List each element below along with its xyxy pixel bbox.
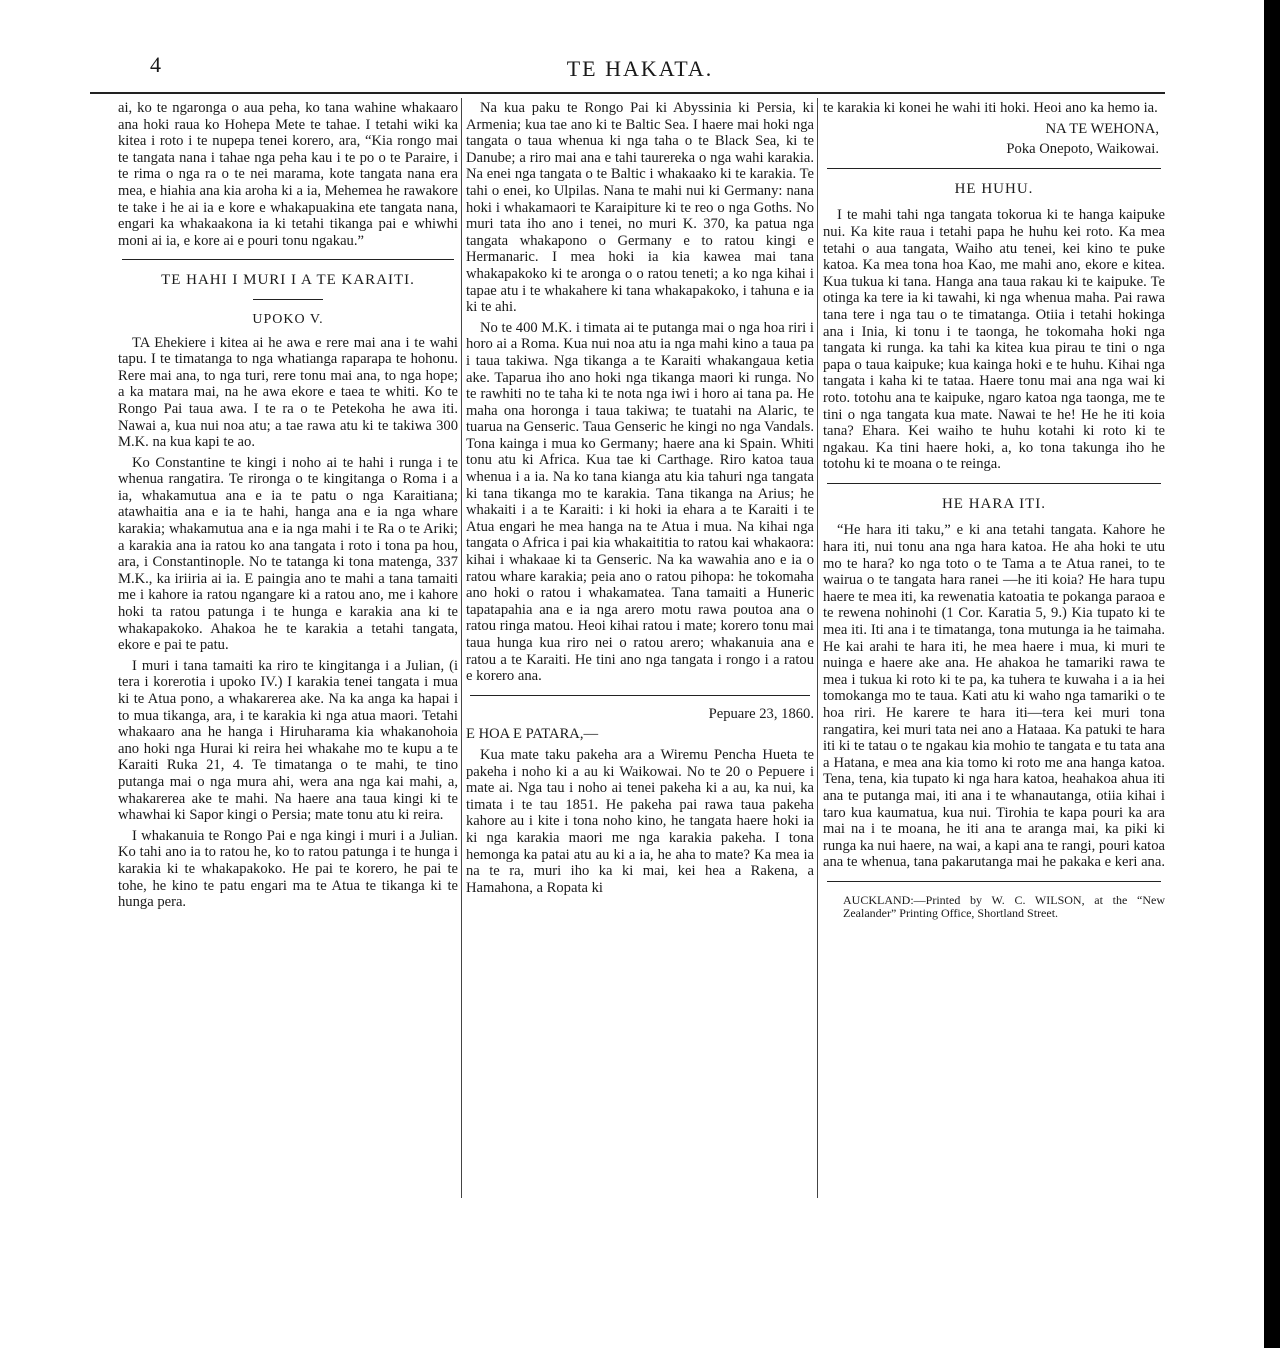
section-heading: HE HARA ITI. [941, 495, 1047, 512]
heading-rule [253, 299, 323, 300]
paragraph: I whakanuia te Rongo Pai e nga kingi i muri i a Julian. Ko tahi ano ia to ratou he, ko to ratou patunga i te hunga i karakia ki te whakapakoko. He pai te korero, he pai te tohe, he kino te patu engari ma te Atua te tikanga ki te hunga pera. [118, 827, 458, 911]
paragraph: Ko Constantine te kingi i noho ai te hahi i runga i te whenua rangatira. Te rironga o te kingitanga o Roma i a ia, whakamutua ana e ia te patu o nga Karaitiana; atawhaitia ana e ia te hahi, hanga ana e ia nga whare karakia; whakamutua ana e ia nga mahi i te Ra o te Ariki; a karakia ana ia ratou ko ana tangata i roto i tona pa hou, ara, i Constantinople. No te tatanga ki tona matenga, 337 M.K., ka iriiria ai ia. E paingia ano te mahi a tana tamaiti me i kahore ia ratou ngangare ki a ratou ano, me i kahore hoki ta ratou patunga i te hunga e karakia ana ki te whakapakoko. Ahakoa he te karakia a tetahi tangata, ekore e pai te patu. [118, 454, 458, 654]
printer-imprint: AUCKLAND:—Printed by W. C. WILSON, at the “New Zealander” Printing Office, Shortland Street. [843, 892, 1165, 920]
page-title: TE HAKATA. [566, 56, 714, 81]
continued-paragraph: ai, ko te ngaronga o aua peha, ko tana wahine whakaaro ana hoki raua ko Hohepa Mete te tahae. I tetahi wiki ka kitea i roto i te nupepa tenei korero, ara, “Kia rongo mai te tangata nana i tahae nga peha kau i te po o te Paraire, i te rima o nga ra o te nei marama, kote tangata nana era mea, e hiahia ana kia aroha ki a ia, Mehemea he rawakore te take i he ai ia e kore e whakapuakina ete tangata nana, engari ka whakaakona ia ki tetahi tikanga pai e whiwhi moni ai ia, e kore ai e pouri tonu ngakau.” [118, 100, 458, 249]
column-1 [118, 100, 458, 915]
signature-name: NA TE WEHONA, [1045, 120, 1159, 137]
scan-edge [1264, 0, 1280, 1348]
paragraph: Na kua paku te Rongo Pai ki Abyssinia ki Persia, ki Armenia; kua tae ano ki te Baltic Sea. I haere mai hoki nga tangata o taua whenua ki nga taha o te Black Sea, ki te Danube; a riro mai ana e tahi taurereka o nga wahi karakia. Na enei nga tangata o te Baltic i whakaako ki te karakia. Te tahi o enei, ko Ulpilas. Nana te mahi nui ki Germany: nana hoki i whakamaori te Karaipiture ki te reo o nga Goths. No muri tata iho ano i tenei, no muri K. 370, ka patua nga tangata whakapono o Germany e to ratou kingi e Hermanaric. I mea hoki ia kia kawea mai tana whakapakoko ki te aronga o o ratou teneti; a ko nga kihai i tapae atu i te whakahere ki tana whakapakoko, i tahuna e ia ki te ahi. [466, 100, 814, 316]
paragraph: I te mahi tahi nga tangata tokorua ki te hanga kaipuke nui. Ka kite raua i tetahi papa he huhu kei roto. Ka mea tetahi o aua tangata, Waiho atu tenei, kei kino te puke katoa. Ka mea tona hoa Kao, me mahi ano, ekore e kitea. Kua tukua ki tana. Hanga ana taua rakau ki te kaipuke. Te otinga ka tere ia ki tawahi, ki nga whenua maha. Pai rawa tana tere i nga tau o te timatanga. Otiia i tetahi hokinga ana i Inia, ki tonu i te taonga, he tokomaha hoki nga tangata ki runga. ka tahi ka kitea kua pirau te tini o nga papa o taua kaipuke; kua kainga hoki e te huhu. Kihai nga tangata i kaha ki te tataa. Haere tonu mai ana nga wai ki roto. totohu ana te kaipuke, ngaro katoa nga taonga, me te tini o nga tangata kua mate. Nawai te he! He he iti koia tana? Ehara. Kei waiho te huhu kotahi ki roto ki te ngakau. Ka tini haere hoki, a, ko tona takunga iho he totohu ki te moana o te reinga. [823, 207, 1165, 473]
letter-salutation: E HOA E PATARA,— [466, 726, 599, 743]
column-divider-1 [461, 98, 462, 1198]
letter-date: Pepuare 23, 1860. [708, 705, 814, 722]
column-divider-2 [817, 98, 818, 1198]
paragraph: No te 400 M.K. i timata ai te putanga mai o nga hoa riri i horo ai a Roma. Kua nui noa atu ia nga mahi kino a taua pa i taua takiwa. Nga tikanga a te Karaiti whakangaua ketia ake. Taparua iho ano hoki nga tikanga maori ki runga. No te rawhiti no te taha ki te nota nga iwi i horo ai tana pa. He maha ona horonga i taua takiwa; te tuatahi na Alaric, te tuarua na Genseric. Taua Genseric he kingi no nga Vandals. Tona kainga i mua ko Germany; haere ana ki Spain. Whiti tonu atu ki Africa. Kua tae ki Carthage. Riro katoa taua whenua i a ia. Na ko tana kianga atu kia tahuri nga tangata ki tana tikanga mo te karakia. Tana tikanga na Arius; he whakaiti i a te Karaiti: i ki hoki ia ehara a te Karaiti i te Atua engari he mea hanga na te Atua i mua. Na kihai nga tangata o Africa i pai kia whakaititia to ratou kai whakaora: kihai i whakaae ki ta Genseric. Na ka wawahia ano e ia o ratou whare karakia; peia ano o ratou pihopa: he tokomaha ano hoki o ratou i whakamatea. Tana tamaiti a Huneric tapatapahia ana e ia nga arero motu rawa poutoa ana o ratou ringa matou. Heoi kihai ratou i mate; korero tonu mai taua hunga kua riro nei o ratou arero; whakanuia ana e ratou a te Karaiti. He tini ano nga tangata i rongo i a ratou e korero ana. [466, 319, 814, 685]
page-number: 4 [150, 52, 161, 77]
section-rule [827, 168, 1161, 169]
continued-paragraph: te karakia ki konei he wahi iti hoki. Heoi ano ka hemo ia. [823, 100, 1158, 116]
column-3 [823, 100, 1165, 920]
paragraph: I muri i tana tamaiti ka riro te kingitanga i a Julian, (i tera i korerotia i upoko IV.) I karakia tenei tangata i mua ki te Atua pono, a whakarerea ake. Na ka anga ka hapai i to mua tikanga, ara, i te karakia ki nga atua maori. Tetahi whakaaro ana he hanga i Hiruharama kia whakanohoia ano hoki nga Hurai ki reira hei whakahe mo te kupu a te Karaiti Ruka 21, 4. Te timatanga o te mahi, te tino putanga mai o nga mura ahi, wera ana nga kai mahi, a, whakarerea ake te mahi. Na haere ana taua kingi ki te whawhai ki Sapor kingi o Persia; mate tonu atu ki reira. [118, 657, 458, 824]
section-rule [827, 483, 1161, 484]
paragraph: Kua mate taku pakeha ara a Wiremu Pencha Hueta te pakeha i noho ki a au ki Waikowai. No te 20 o Pepuere i mate ai. Nga tau i noho ai tenei pakeha ki a au, ka nui, ka timata i te tau 1851. He pakeha pai rawa taua pakeha kahore au i kite i tona noho kino, he tangata haere hoki ia ki nga karakia maori me nga karakia pakeha. I tona hemonga ka patai atu au ki a ia, he aha to mate? Ka mea ia na te ra, muri iho ka ki mai, kei hea a Rakena, a Hamahona, a Ropata ki [466, 746, 814, 896]
paragraph: “He hara iti taku,” e ki ana tetahi tangata. Kahore he hara iti, nui tonu ana nga hara katoa. He aha hoki te utu mo te hara? ko nga toto o te Tama a te Atua ranei, to te wairua o te tangata hara ranei —he iti koia? He hara tupu haere te mea iti, ka rewenatia katoatia te pokanga paraoa e te rewena nohinohi (1 Cor. Karatia 5, 9.) Kia tupato ki te mea iti. Iti ana i te timatanga, tona mutunga ia he taimaha. He kai arahi te hara iti, he mea haere i mua, ki muri te nuinga e haere ake ana. He ahakoa he tamariki rawa te mea i tukua ki roto ki te pa, ka tuhera te kuwaha i a ia hei tomokanga mo te taua. Kati atu ki waho nga tamariki o te hoa riri. He karere te hara iti—tera kei muri tona rangatira, kei muri tata nei ano a Hataaa. Ka patuki te hara iti ki te tatau o te ngakau kia mohio te tangata e tu tata ana a Hatana, e mea ana kia tomo ki roto me ana hanga katoa. Tena, tena, kia tupato ki nga hara katoa, heahakoa ahua iti ana te putanga mai, iti ana i te whanautanga, otiia kihai i taro kua kaumatua, kua nui. Tirohia te kapa pouri ka ara mai na i te moana, he iti ana te aranga mai, ka piki ki runga ka nui haere, na wai, a kapi ana te rangi, pouri katoa ana te whenua, tana pakarutanga mai he pakaka e keri ana. [823, 522, 1165, 871]
paragraph: TA Ehekiere i kitea ai he awa e rere mai ana i te wahi tapu. I te timatanga to nga whatianga raparapa te hohonu. Rere mai ana, to nga turi, rere tonu mai ana, to nga hope; a ka matara mai, na he awa ekore e taea te whiti. Ko te Rongo Pai taua awa. I te ra o te Petekoha he awa iti. Nawai a, kua nui noa atu; a tae rawa atu ki te takiwa 300 M.K. na kua kapi te ao. [118, 334, 458, 451]
column-2 [466, 100, 814, 900]
section-heading: HE HUHU. [954, 180, 1034, 197]
header-rule [90, 92, 1165, 94]
signature-place: Poka Onepoto, Waikowai. [1006, 141, 1159, 158]
chapter-heading: UPOKO V. [252, 311, 324, 327]
section-heading: TE HAHI I MURI I A TE KARAITI. [161, 272, 415, 289]
section-rule [470, 695, 810, 696]
section-rule [827, 881, 1161, 882]
section-rule [122, 259, 454, 260]
